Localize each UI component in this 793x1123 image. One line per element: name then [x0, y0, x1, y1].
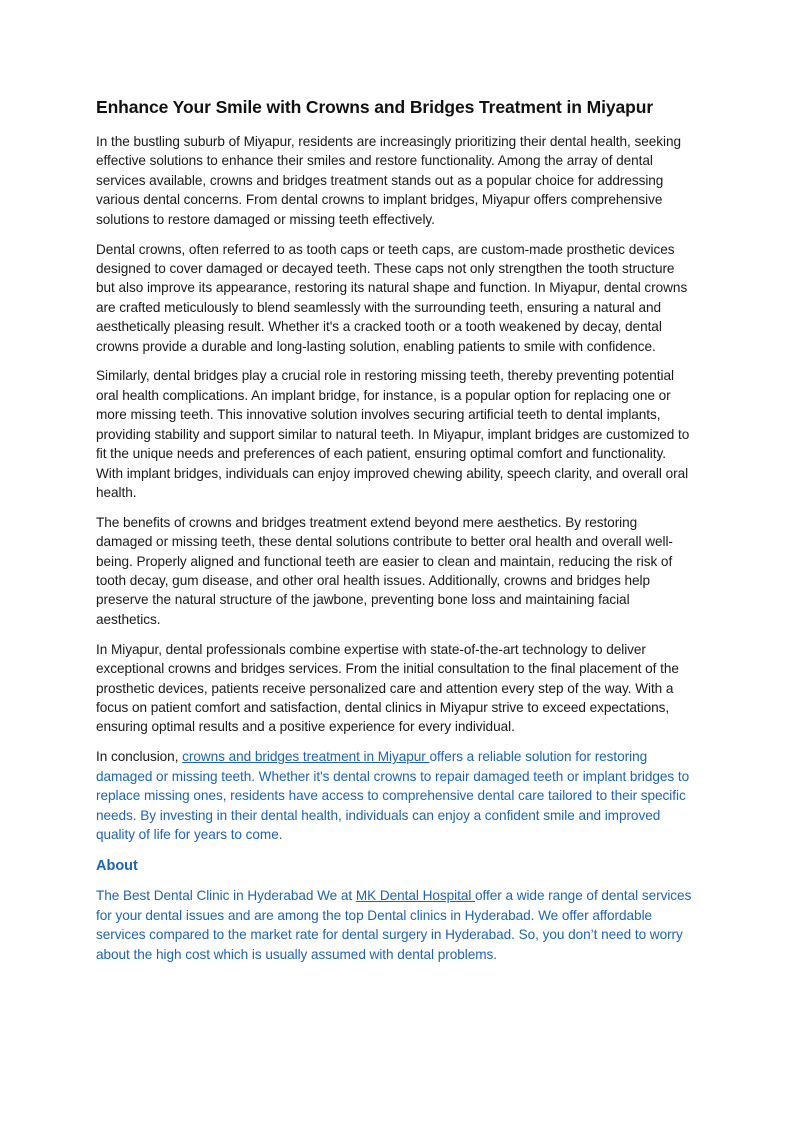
- crowns-paragraph: Dental crowns, often referred to as tooth caps or teeth caps, are custom-made prosthetic devices designed to cover damaged or decayed teeth. These caps not only strengthen the tooth structure but also improve its appearance, restoring its natural shape and function. In Miyapur, dental crowns are crafted meticulously to blend seamlessly with the surrounding teeth, ensuring a natural and aesthetically pleasing result. Whether it's a cracked tooth or a tooth weakened by decay, dental crowns provide a durable and long-lasting solution, enabling patients to smile with confidence.: [96, 241, 688, 354]
- document-page: [96, 96, 696, 974]
- about-paragraph: [96, 886, 696, 964]
- conclusion-prefix: In conclusion,: [96, 749, 183, 765]
- page-title: Enhance Your Smile with Crowns and Bridges Treatment in Miyapur: [96, 97, 654, 117]
- about-text: offer a wide range of dental services for your dental issues and are among the top Dental clinics in Hyderabad. We offer affordable services compared to the market rate for dental surgery in Hyderabad. So, you don’t need to worry about the high cost which is usually assumed with dental problems.: [96, 888, 692, 962]
- about-prefix: The Best Dental Clinic in Hyderabad We at: [96, 888, 356, 904]
- conclusion-text: offers a reliable solution for restoring damaged or missing teeth. Whether it's dental crowns to repair damaged teeth or implant bridges to replace missing ones, residents have access to comprehensive dental care tailored to their specific needs. By investing in their dental health, individuals can enjoy a confident smile and improved quality of life for years to come.: [96, 749, 690, 842]
- bridges-paragraph: Similarly, dental bridges play a crucial role in restoring missing teeth, thereby preventing potential oral health complications. An implant bridge, for instance, is a popular option for replacing one or more missing teeth. This innovative solution involves securing artificial teeth to dental implants, providing stability and support similar to natural teeth. In Miyapur, implant bridges are customized to fit the unique needs and preferences of each patient, ensuring optimal comfort and functionality. With implant bridges, individuals can enjoy improved chewing ability, speech clarity, and overall oral health.: [96, 368, 690, 500]
- conclusion-paragraph: [96, 747, 696, 844]
- about-heading: About: [96, 858, 138, 875]
- benefits-paragraph: The benefits of crowns and bridges treatment extend beyond mere aesthetics. By restoring damaged or missing teeth, these dental solutions contribute to better oral health and overall well-being. Properly aligned and functional teeth are easier to clean and maintain, reducing the risk of tooth decay, gum disease, and other oral health issues. Additionally, crowns and bridges help preserve the natural structure of the jawbone, preventing bone loss and maintaining facial aesthetics.: [96, 514, 673, 627]
- intro-paragraph: In the bustling suburb of Miyapur, residents are increasingly prioritizing their dental health, seeking effective solutions to enhance their smiles and restore functionality. Among the array of dental services available, crowns and bridges treatment stands out as a popular choice for addressing various dental concerns. From dental crowns to implant bridges, Miyapur offers comprehensive solutions to restore damaged or missing teeth effectively.: [96, 134, 681, 227]
- mk-dental-hospital-link[interactable]: MK Dental Hospital: [355, 888, 476, 904]
- crowns-bridges-link[interactable]: crowns and bridges treatment in Miyapur: [182, 749, 430, 765]
- professionals-paragraph: In Miyapur, dental professionals combine expertise with state-of-the-art technology to deliver exceptional crowns and bridges services. From the initial consultation to the final placement of the prosthetic devices, patients receive personalized care and attention every step of the way. With a focus on patient comfort and satisfaction, dental clinics in Miyapur strive to exceed expectations, ensuring optimal results and a positive experience for every individual.: [96, 641, 679, 735]
